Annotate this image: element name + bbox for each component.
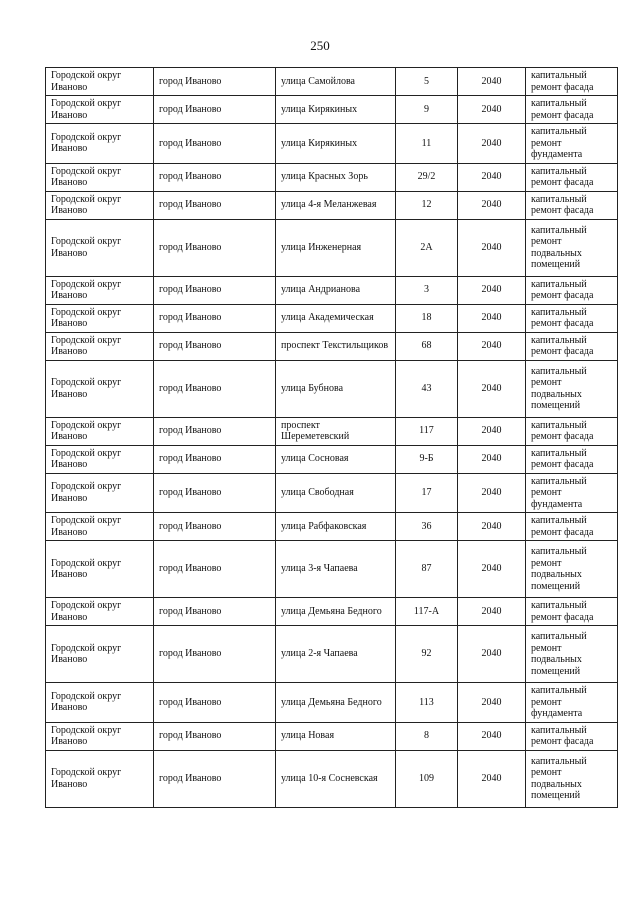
cell-street: улица Демьяна Бедного <box>276 683 396 723</box>
cell-city: город Иваново <box>154 332 276 360</box>
cell-year: 2040 <box>458 683 526 723</box>
cell-okrug: Городской округ Иваново <box>46 219 154 276</box>
cell-city: город Иваново <box>154 96 276 124</box>
cell-city: город Иваново <box>154 445 276 473</box>
cell-okrug: Городской округ Иваново <box>46 332 154 360</box>
cell-year: 2040 <box>458 445 526 473</box>
table-row <box>46 722 618 750</box>
table-row <box>46 750 618 807</box>
cell-year: 2040 <box>458 96 526 124</box>
cell-year: 2040 <box>458 626 526 683</box>
cell-okrug: Городской округ Иваново <box>46 750 154 807</box>
table-row <box>46 513 618 541</box>
cell-city: город Иваново <box>154 683 276 723</box>
cell-street: улица Кирякиных <box>276 124 396 164</box>
cell-work-type: капитальный ремонт фундамента <box>526 473 618 513</box>
cell-year: 2040 <box>458 750 526 807</box>
cell-city: город Иваново <box>154 541 276 598</box>
cell-work-type: капитальный ремонт фасада <box>526 96 618 124</box>
cell-street: проспект Шереметевский <box>276 417 396 445</box>
cell-work-type: капитальный ремонт подвальных помещений <box>526 626 618 683</box>
cell-city: город Иваново <box>154 722 276 750</box>
cell-year: 2040 <box>458 332 526 360</box>
cell-work-type: капитальный ремонт фасада <box>526 332 618 360</box>
cell-work-type: капитальный ремонт фундамента <box>526 124 618 164</box>
table-row <box>46 332 618 360</box>
cell-house-number: 11 <box>396 124 458 164</box>
cell-city: город Иваново <box>154 68 276 96</box>
cell-work-type: капитальный ремонт подвальных помещений <box>526 360 618 417</box>
cell-street: улица 4-я Меланжевая <box>276 191 396 219</box>
cell-work-type: капитальный ремонт фасада <box>526 304 618 332</box>
cell-city: город Иваново <box>154 360 276 417</box>
cell-house-number: 3 <box>396 276 458 304</box>
repair-schedule-table <box>45 67 618 808</box>
table-row <box>46 473 618 513</box>
table-row <box>46 626 618 683</box>
cell-year: 2040 <box>458 473 526 513</box>
cell-house-number: 117-А <box>396 598 458 626</box>
cell-okrug: Городской округ Иваново <box>46 96 154 124</box>
cell-okrug: Городской округ Иваново <box>46 541 154 598</box>
cell-street: улица Академическая <box>276 304 396 332</box>
cell-street: улица 10-я Сосневская <box>276 750 396 807</box>
cell-house-number: 12 <box>396 191 458 219</box>
cell-city: город Иваново <box>154 276 276 304</box>
table-row <box>46 219 618 276</box>
cell-year: 2040 <box>458 598 526 626</box>
cell-work-type: капитальный ремонт фундамента <box>526 683 618 723</box>
cell-okrug: Городской округ Иваново <box>46 722 154 750</box>
cell-work-type: капитальный ремонт фасада <box>526 276 618 304</box>
cell-year: 2040 <box>458 68 526 96</box>
cell-okrug: Городской округ Иваново <box>46 513 154 541</box>
cell-year: 2040 <box>458 541 526 598</box>
cell-work-type: капитальный ремонт подвальных помещений <box>526 541 618 598</box>
cell-work-type: капитальный ремонт фасада <box>526 722 618 750</box>
cell-work-type: капитальный ремонт фасада <box>526 445 618 473</box>
cell-street: улица Рабфаковская <box>276 513 396 541</box>
cell-city: город Иваново <box>154 219 276 276</box>
cell-street: улица Свободная <box>276 473 396 513</box>
cell-house-number: 113 <box>396 683 458 723</box>
cell-house-number: 17 <box>396 473 458 513</box>
table-row <box>46 124 618 164</box>
table-row <box>46 541 618 598</box>
cell-house-number: 68 <box>396 332 458 360</box>
cell-street: улица Новая <box>276 722 396 750</box>
cell-house-number: 8 <box>396 722 458 750</box>
cell-city: город Иваново <box>154 191 276 219</box>
cell-okrug: Городской округ Иваново <box>46 598 154 626</box>
cell-work-type: капитальный ремонт фасада <box>526 417 618 445</box>
cell-house-number: 9 <box>396 96 458 124</box>
cell-city: город Иваново <box>154 417 276 445</box>
cell-street: проспект Текстильщиков <box>276 332 396 360</box>
cell-okrug: Городской округ Иваново <box>46 360 154 417</box>
cell-okrug: Городской округ Иваново <box>46 473 154 513</box>
table-row <box>46 445 618 473</box>
cell-work-type: капитальный ремонт фасада <box>526 598 618 626</box>
cell-street: улица Сосновая <box>276 445 396 473</box>
cell-house-number: 18 <box>396 304 458 332</box>
table-body <box>46 68 618 808</box>
cell-year: 2040 <box>458 360 526 417</box>
table-row <box>46 276 618 304</box>
cell-house-number: 87 <box>396 541 458 598</box>
cell-street: улица Бубнова <box>276 360 396 417</box>
cell-year: 2040 <box>458 722 526 750</box>
cell-okrug: Городской округ Иваново <box>46 683 154 723</box>
cell-okrug: Городской округ Иваново <box>46 124 154 164</box>
page-number: 250 <box>310 38 330 53</box>
cell-year: 2040 <box>458 513 526 541</box>
cell-house-number: 2А <box>396 219 458 276</box>
cell-year: 2040 <box>458 163 526 191</box>
cell-okrug: Городской округ Иваново <box>46 304 154 332</box>
table-row <box>46 304 618 332</box>
cell-work-type: капитальный ремонт подвальных помещений <box>526 219 618 276</box>
cell-city: город Иваново <box>154 750 276 807</box>
cell-street: улица Инженерная <box>276 219 396 276</box>
cell-year: 2040 <box>458 124 526 164</box>
cell-city: город Иваново <box>154 473 276 513</box>
cell-house-number: 43 <box>396 360 458 417</box>
table-row <box>46 360 618 417</box>
cell-okrug: Городской округ Иваново <box>46 626 154 683</box>
cell-street: улица Андрианова <box>276 276 396 304</box>
cell-okrug: Городской округ Иваново <box>46 191 154 219</box>
cell-year: 2040 <box>458 304 526 332</box>
cell-city: город Иваново <box>154 626 276 683</box>
cell-house-number: 5 <box>396 68 458 96</box>
cell-city: город Иваново <box>154 124 276 164</box>
cell-work-type: капитальный ремонт фасада <box>526 191 618 219</box>
cell-street: улица Самойлова <box>276 68 396 96</box>
cell-okrug: Городской округ Иваново <box>46 68 154 96</box>
cell-okrug: Городской округ Иваново <box>46 445 154 473</box>
table-row <box>46 191 618 219</box>
cell-okrug: Городской округ Иваново <box>46 417 154 445</box>
cell-city: город Иваново <box>154 513 276 541</box>
cell-year: 2040 <box>458 191 526 219</box>
cell-house-number: 9-Б <box>396 445 458 473</box>
cell-work-type: капитальный ремонт фасада <box>526 513 618 541</box>
cell-city: город Иваново <box>154 163 276 191</box>
cell-city: город Иваново <box>154 304 276 332</box>
cell-street: улица Красных Зорь <box>276 163 396 191</box>
table-row <box>46 598 618 626</box>
cell-year: 2040 <box>458 276 526 304</box>
cell-house-number: 109 <box>396 750 458 807</box>
cell-street: улица Демьяна Бедного <box>276 598 396 626</box>
cell-house-number: 36 <box>396 513 458 541</box>
cell-street: улица 2-я Чапаева <box>276 626 396 683</box>
table-row <box>46 683 618 723</box>
cell-work-type: капитальный ремонт фасада <box>526 68 618 96</box>
cell-city: город Иваново <box>154 598 276 626</box>
cell-house-number: 29/2 <box>396 163 458 191</box>
cell-street: улица 3-я Чапаева <box>276 541 396 598</box>
table-row <box>46 96 618 124</box>
cell-house-number: 92 <box>396 626 458 683</box>
table-row <box>46 68 618 96</box>
table-row <box>46 417 618 445</box>
cell-work-type: капитальный ремонт фасада <box>526 163 618 191</box>
cell-okrug: Городской округ Иваново <box>46 163 154 191</box>
cell-street: улица Кирякиных <box>276 96 396 124</box>
cell-okrug: Городской округ Иваново <box>46 276 154 304</box>
cell-house-number: 117 <box>396 417 458 445</box>
cell-year: 2040 <box>458 219 526 276</box>
cell-year: 2040 <box>458 417 526 445</box>
table-row <box>46 163 618 191</box>
cell-work-type: капитальный ремонт подвальных помещений <box>526 750 618 807</box>
